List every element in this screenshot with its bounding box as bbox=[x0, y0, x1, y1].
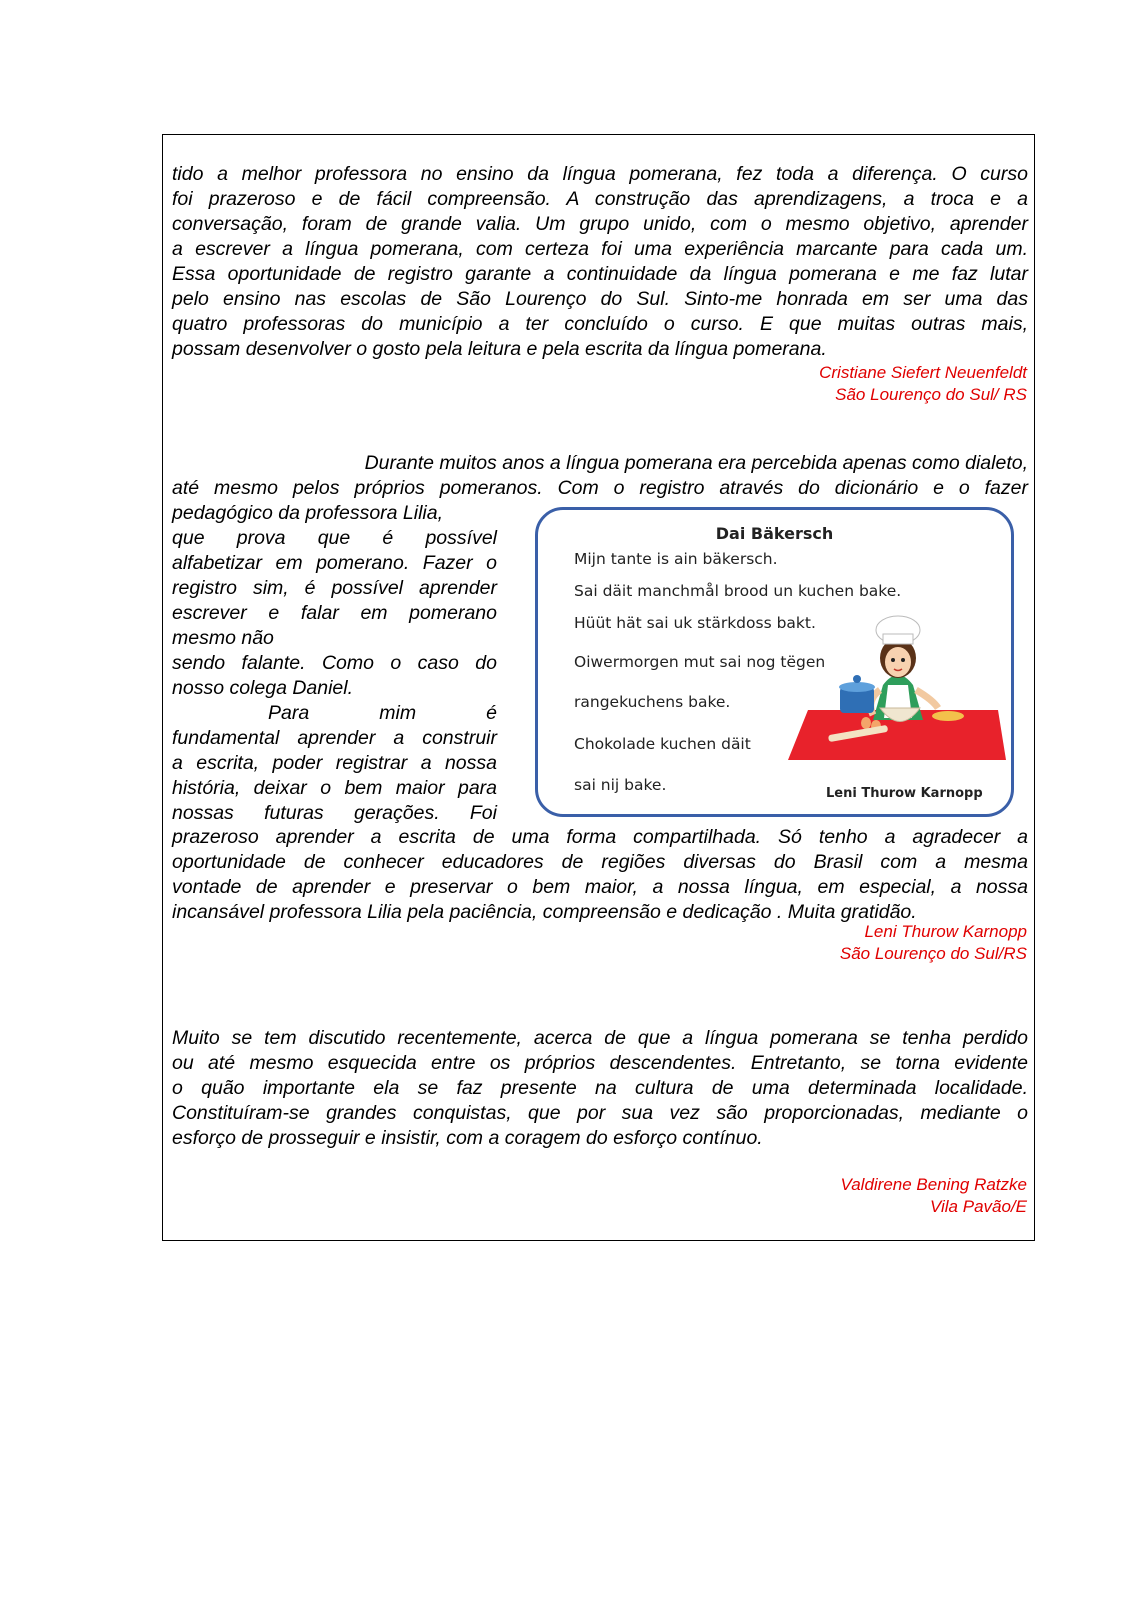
text-line: escrever e falar em pomerano bbox=[172, 602, 497, 624]
signature-place: Vila Pavão/E bbox=[929, 1197, 1027, 1216]
text-line: oportunidade de conhecer educadores de regiões diversas do Brasil com a mesma bbox=[172, 851, 1028, 873]
baker-illustration bbox=[788, 590, 1008, 770]
poem-title: Dai Bäkersch bbox=[715, 524, 834, 543]
signature-place: São Lourenço do Sul/RS bbox=[839, 944, 1027, 963]
text-line: Muito se tem discutido recentemente, acerca de que a língua pomerana se tenha perdido bbox=[172, 1027, 1028, 1049]
text-line: foi prazeroso e de fácil compreensão. A construção das aprendizagens, a troca e a bbox=[172, 188, 1028, 210]
text-line: registro sim, é possível aprender bbox=[172, 577, 497, 599]
text-line: possam desenvolver o gosto pela leitura e pela escrita da língua pomerana. bbox=[172, 338, 827, 360]
text-line: tido a melhor professora no ensino da língua pomerana, fez toda a diferença. O curso bbox=[172, 163, 1028, 185]
text-line: história, deixar o bem maior para bbox=[172, 777, 497, 799]
testimony-1 bbox=[172, 162, 1028, 362]
text-line: sendo falante. Como o caso do bbox=[172, 652, 497, 674]
signature-3 bbox=[841, 1174, 1028, 1218]
text-line: que prova que é possível bbox=[172, 527, 497, 549]
text-line: prazeroso aprender a escrita de uma forma compartilhada. Só tenho a agradecer a bbox=[172, 826, 1028, 848]
testimony-2-intro bbox=[172, 451, 1028, 501]
signature-author: Leni Thurow Karnopp bbox=[864, 922, 1027, 941]
signature-author: Cristiane Siefert Neuenfeldt bbox=[819, 363, 1027, 382]
text-line: pelo ensino nas escolas de São Lourenço do Sul. Sinto-me honrada em ser uma das bbox=[172, 288, 1028, 310]
poem-line: Sai däit manchmål brood un kuchen bake. bbox=[574, 582, 902, 600]
text-line: o quão importante ela se faz presente na cultura de uma determinada localidade. bbox=[172, 1077, 1028, 1099]
text-line: mesmo não bbox=[172, 627, 274, 649]
text-line: conversação, foram de grande valia. Um grupo unido, com o mesmo objetivo, aprender bbox=[172, 213, 1028, 235]
text-line: Durante muitos anos a língua pomerana era percebida apenas como dialeto, bbox=[364, 452, 1028, 474]
text-line: a escrita, poder registrar a nossa bbox=[172, 752, 497, 774]
text-line: quatro professoras do município a ter concluído o curso. E que muitas outras mais, bbox=[172, 313, 1028, 335]
text-line: nossas futuras gerações. Foi bbox=[172, 802, 497, 824]
text-line: esforço de prosseguir e insistir, com a coragem do esforço contínuo. bbox=[172, 1127, 763, 1149]
text-line: incansável professora Lilia pela paciência, compreensão e dedicação . Muita gratidão. bbox=[172, 901, 917, 923]
text-line: vontade de aprender e preservar o bem maior, a nossa língua, em especial, a nossa bbox=[172, 876, 1028, 898]
text-line: pedagógico da professora Lilia, bbox=[172, 502, 444, 524]
text-line: Essa oportunidade de registro garante a continuidade da língua pomerana e me faz lutar bbox=[172, 263, 1028, 285]
text-line: Para mim é bbox=[268, 702, 497, 724]
poem-line: Oiwermorgen mut sai nog tëgen bbox=[574, 653, 826, 671]
poem-line: rangekuchens bake. bbox=[574, 693, 731, 711]
testimony-2-side-column bbox=[172, 501, 497, 826]
text-line: a escrever a língua pomerana, com certeza foi uma experiência marcante para cada um. bbox=[172, 238, 1028, 260]
text-line: alfabetizar em pomerano. Fazer o bbox=[172, 552, 497, 574]
poem-author: Leni Thurow Karnopp bbox=[826, 786, 983, 801]
text-line: Constituíram-se grandes conquistas, que por sua vez são proporcionadas, mediante o bbox=[172, 1102, 1028, 1124]
testimony-2-continuation bbox=[172, 825, 1028, 925]
signature-place: São Lourenço do Sul/ RS bbox=[835, 385, 1027, 404]
signature-author: Valdirene Bening Ratzke bbox=[840, 1175, 1027, 1194]
poem-line: Hüüt hät sai uk stärkdoss bakt. bbox=[574, 614, 816, 632]
testimony-3 bbox=[172, 1026, 1028, 1151]
text-line: fundamental aprender a construir bbox=[172, 727, 497, 749]
signature-1 bbox=[819, 362, 1027, 406]
poem-line: Mijn tante is ain bäkersch. bbox=[574, 550, 778, 568]
text-line: ou até mesmo esquecida entre os próprios descendentes. Entretanto, se torna evidente bbox=[172, 1052, 1028, 1074]
poem-card bbox=[535, 507, 1014, 817]
text-line: nosso colega Daniel. bbox=[172, 677, 354, 699]
poem-line: sai nij bake. bbox=[574, 776, 667, 794]
text-line: até mesmo pelos próprios pomeranos. Com o registro através do dicionário e o fazer bbox=[172, 477, 1028, 499]
signature-2 bbox=[840, 921, 1027, 965]
poem-line: Chokolade kuchen däit bbox=[574, 735, 751, 753]
